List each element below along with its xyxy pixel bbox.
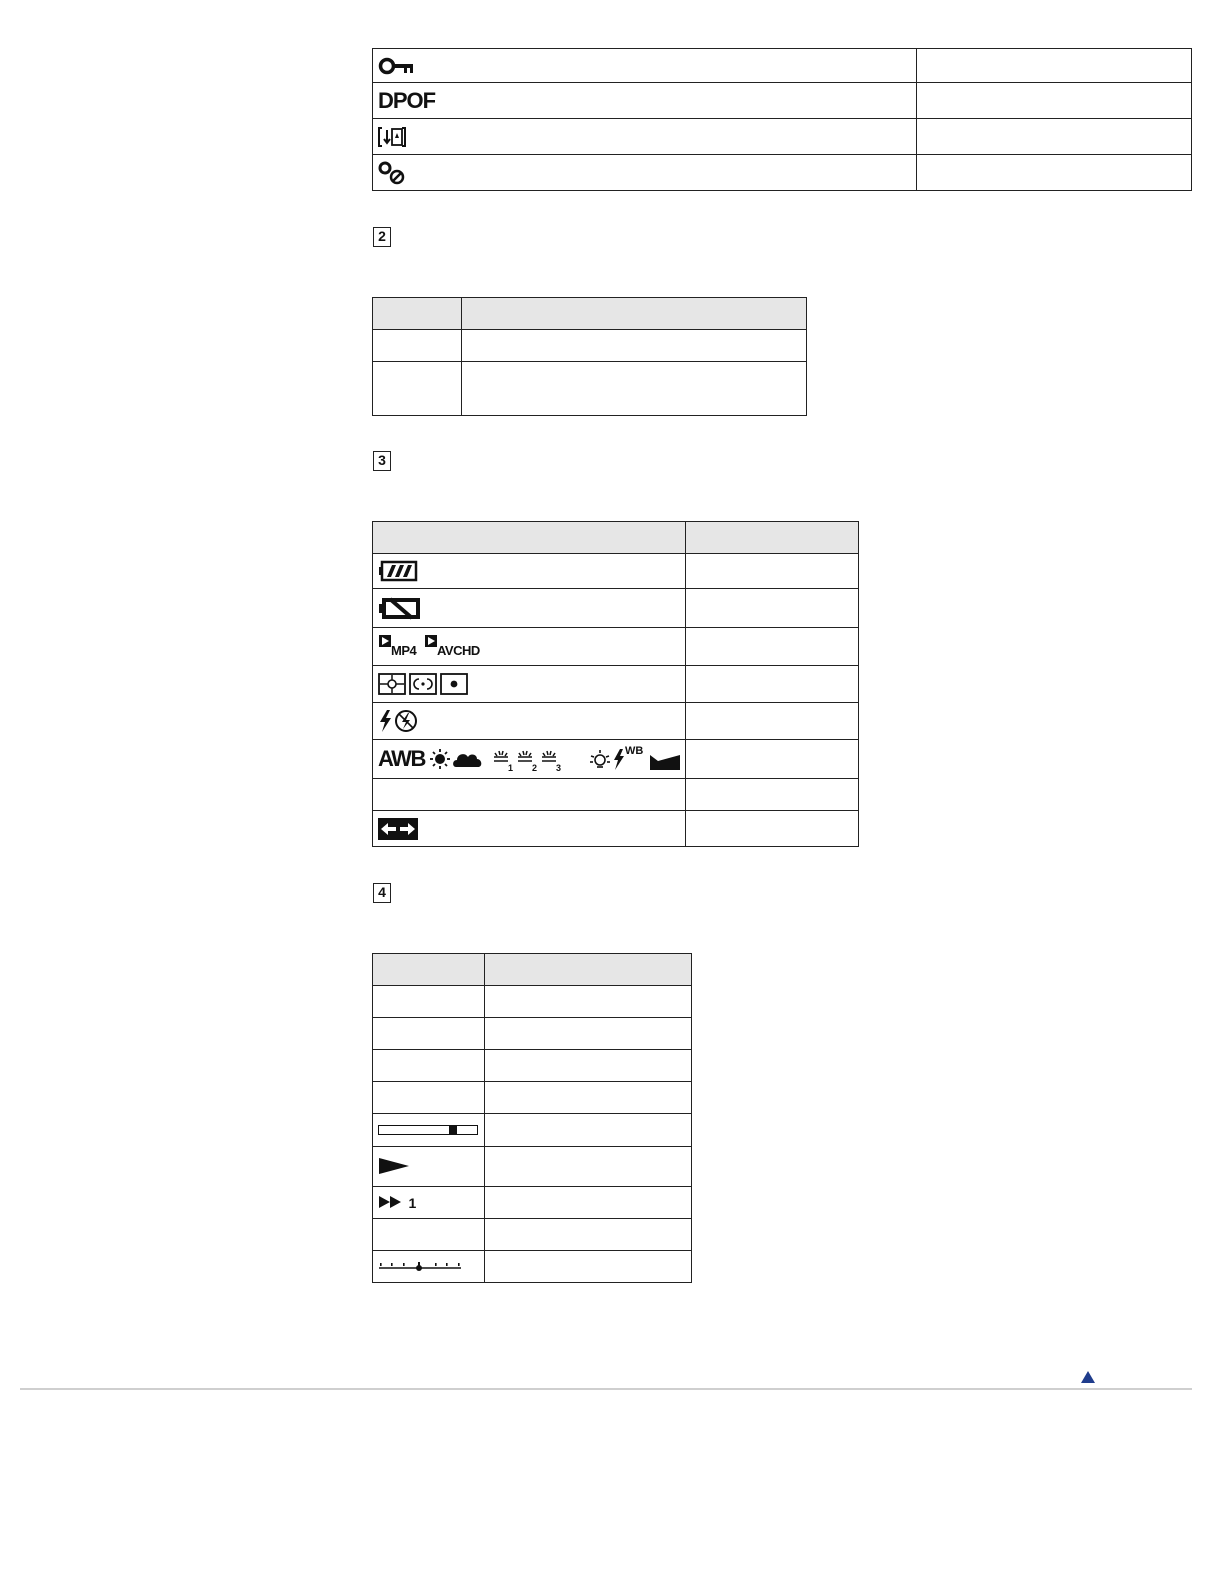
section-badge-3: 3 [373,451,391,471]
progress-bar-thumb [449,1126,457,1134]
table-row [373,1082,692,1114]
back-to-top-arrow-icon[interactable] [1080,1370,1096,1384]
svg-text:1: 1 [508,763,514,773]
table-row [373,703,859,740]
play-icon [378,1157,410,1175]
section-badge-2: 2 [373,227,391,247]
table-header-row [373,954,692,986]
table-row [373,362,807,416]
fast-forward-icon [378,1195,404,1209]
key-icon [378,56,416,76]
table-row [373,155,1192,191]
mp4-avchd-icon: MP4 AVCHD [378,633,488,661]
footer-divider [20,1388,1192,1390]
table-row [373,49,1192,83]
table-row [373,779,859,811]
table-row [373,83,1192,119]
table-row [373,1018,692,1050]
table-row [373,1147,692,1187]
table-row [373,1114,692,1147]
svg-text:2: 2 [532,763,538,773]
table-row [373,666,859,703]
table-row [373,589,859,628]
indicator-table-1 [372,48,1192,191]
section-badge-4: 4 [373,883,391,903]
table-row [373,740,859,779]
table-row [373,628,859,666]
progress-bar-icon [378,1125,478,1135]
table-header-row [373,298,807,330]
table-row [373,1251,692,1283]
table-row: 1 [373,1187,692,1219]
table-row [373,119,1192,155]
white-balance-icons: AWB 1 2 3 WB [378,745,682,773]
table-header-row [373,522,859,554]
table-row [373,554,859,589]
indicator-table-2 [372,297,807,416]
link-cut-icon [378,161,408,185]
table-row [373,1219,692,1251]
dpof-text-icon: DPOF [378,87,436,113]
table-row [373,811,859,847]
flash-icons [378,709,420,733]
tick-scale-icon [378,1259,462,1273]
indicator-table-3 [372,521,859,847]
battery-empty-icon [378,595,422,621]
svg-text:3: 3 [556,763,562,773]
table-row [373,330,807,362]
rotate-frame-icon [378,126,406,148]
indicator-table-4 [372,953,692,1283]
scroll-arrows-icon [378,818,418,840]
table-row [373,1050,692,1082]
battery-full-icon [378,560,418,582]
metering-icons [378,672,470,696]
table-row [373,986,692,1018]
